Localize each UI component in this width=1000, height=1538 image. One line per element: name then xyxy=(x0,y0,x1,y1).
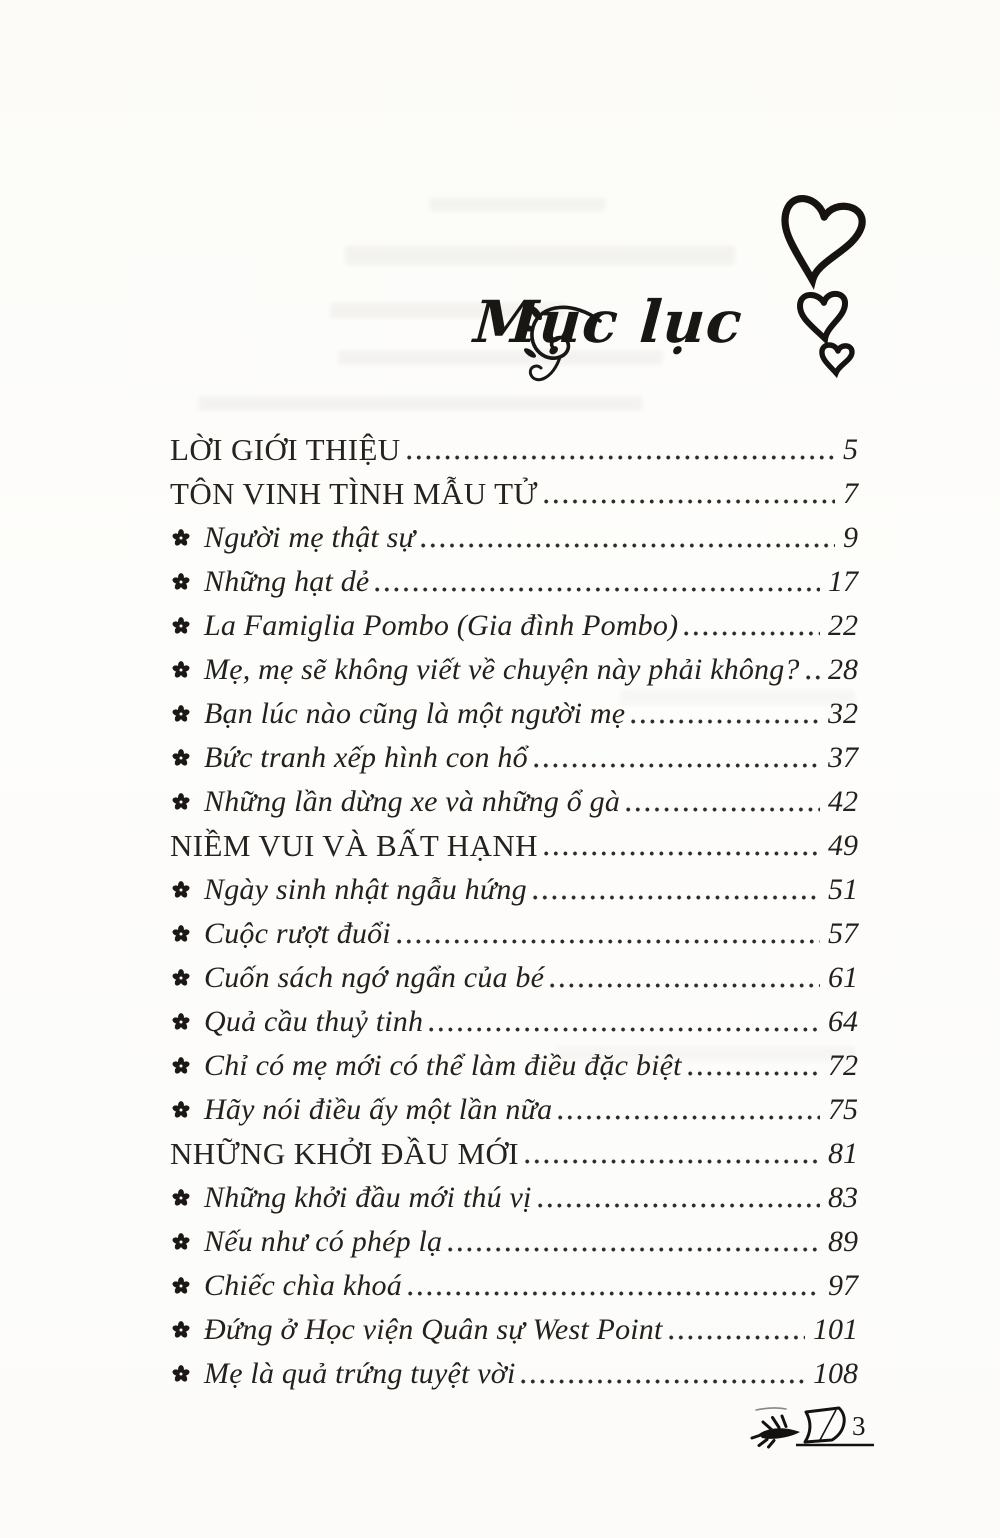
toc-entry-page: 75 xyxy=(828,1093,858,1127)
toc-entry-page: 28 xyxy=(828,653,858,687)
toc-entry-page: 37 xyxy=(828,741,858,775)
dot-leader xyxy=(534,763,820,768)
toc-entry-label: Những khởi đầu mới thú vị xyxy=(204,1181,532,1215)
florette-bullet-icon xyxy=(172,749,190,767)
toc-entry-label: Quả cầu thuỷ tinh xyxy=(204,1005,424,1039)
bleed-through-smudge xyxy=(345,246,735,265)
florette-bullet-icon xyxy=(172,617,190,635)
bleed-through-smudge xyxy=(430,198,605,211)
dot-leader xyxy=(806,675,820,680)
toc-entry-label: LỜI GIỚI THIỆU xyxy=(170,432,401,468)
toc-entry[interactable] xyxy=(170,600,858,644)
toc-entry[interactable] xyxy=(170,1304,858,1348)
toc-entry-label: Hãy nói điều ấy một lần nữa xyxy=(204,1093,553,1127)
toc-entry-page: 57 xyxy=(828,917,858,951)
toc-entry[interactable] xyxy=(170,996,858,1040)
toc-entry[interactable] xyxy=(170,1216,858,1260)
toc-entry-label: Cuộc rượt đuổi xyxy=(204,917,391,951)
toc-entry-page: 9 xyxy=(843,521,858,555)
dot-leader xyxy=(631,719,820,724)
dot-leader xyxy=(533,895,820,900)
toc-entry-page: 89 xyxy=(828,1225,858,1259)
dot-leader xyxy=(544,499,835,504)
toc-entry-page: 83 xyxy=(828,1181,858,1215)
toc-entry-label: Ngày sinh nhật ngẫu hứng xyxy=(204,873,527,907)
dot-leader xyxy=(375,587,820,592)
toc-entry[interactable] xyxy=(170,688,858,732)
florette-bullet-icon xyxy=(172,1277,190,1295)
dot-leader xyxy=(525,1159,820,1164)
florette-bullet-icon xyxy=(172,1101,190,1119)
toc-entry[interactable] xyxy=(170,820,858,864)
toc-entry[interactable] xyxy=(170,512,858,556)
florette-bullet-icon xyxy=(172,1233,190,1251)
toc-entry-page: 7 xyxy=(843,477,858,511)
toc-entry-label: La Famiglia Pombo (Gia đình Pombo) xyxy=(204,609,679,643)
toc-entry-label: Bức tranh xếp hình con hổ xyxy=(204,741,528,775)
toc-entry-page: 64 xyxy=(828,1005,858,1039)
florette-bullet-icon xyxy=(172,1013,190,1031)
dot-leader xyxy=(538,1203,820,1208)
toc-entry-page: 108 xyxy=(813,1357,858,1391)
toc-entry[interactable] xyxy=(170,1260,858,1304)
florette-bullet-icon xyxy=(172,881,190,899)
florette-bullet-icon xyxy=(172,661,190,679)
florette-bullet-icon xyxy=(172,529,190,547)
dot-leader xyxy=(669,1335,805,1340)
toc-entry-label: TÔN VINH TÌNH MẪU TỬ xyxy=(170,476,538,512)
florette-bullet-icon xyxy=(172,573,190,591)
dot-leader xyxy=(558,1115,820,1120)
dot-leader xyxy=(521,1379,805,1384)
toc-entry[interactable] xyxy=(170,1172,858,1216)
toc-entry-page: 72 xyxy=(828,1049,858,1083)
florette-bullet-icon xyxy=(172,1189,190,1207)
bleed-through-smudge xyxy=(198,396,643,411)
toc-entry[interactable] xyxy=(170,732,858,776)
florette-bullet-icon xyxy=(172,705,190,723)
florette-bullet-icon xyxy=(172,1365,190,1383)
folio-page-number: 3 xyxy=(852,1411,867,1441)
dot-leader xyxy=(684,631,820,636)
hearts-icon xyxy=(772,190,874,384)
toc-entry-label: Chỉ có mẹ mới có thể làm điều đặc biệt xyxy=(204,1049,682,1083)
florette-bullet-icon xyxy=(172,969,190,987)
toc-list xyxy=(170,424,858,1392)
dot-leader xyxy=(448,1247,820,1252)
toc-entry-label: Bạn lúc nào cũng là một người mẹ xyxy=(204,697,626,731)
dot-leader xyxy=(550,983,820,988)
toc-entry-page: 61 xyxy=(828,961,858,995)
toc-entry-page: 32 xyxy=(828,697,858,731)
toc-entry[interactable] xyxy=(170,1128,858,1172)
florette-bullet-icon xyxy=(172,1321,190,1339)
toc-entry[interactable] xyxy=(170,644,858,688)
toc-entry[interactable] xyxy=(170,468,858,512)
dot-leader xyxy=(544,851,820,856)
toc-entry-page: 51 xyxy=(828,873,858,907)
dot-leader xyxy=(407,455,835,460)
florette-bullet-icon xyxy=(172,793,190,811)
toc-entry[interactable] xyxy=(170,424,858,468)
florette-bullet-icon xyxy=(172,925,190,943)
page-title: Mục lục xyxy=(471,288,745,356)
toc-entry[interactable] xyxy=(170,1348,858,1392)
toc-entry-label: Nếu như có phép lạ xyxy=(204,1225,443,1259)
toc-entry-page: 22 xyxy=(828,609,858,643)
dot-leader xyxy=(408,1291,820,1296)
toc-entry[interactable] xyxy=(170,776,858,820)
dot-leader xyxy=(421,543,835,548)
toc-entry-label: Người mẹ thật sự xyxy=(204,521,416,555)
toc-entry-label: NHỮNG KHỞI ĐẦU MỚI xyxy=(170,1136,519,1172)
toc-entry[interactable] xyxy=(170,952,858,996)
toc-entry-page: 5 xyxy=(843,433,858,467)
toc-entry-label: Những lần dừng xe và những ổ gà xyxy=(204,785,621,819)
toc-entry-page: 101 xyxy=(813,1313,858,1347)
dot-leader xyxy=(688,1071,820,1076)
toc-entry-page: 49 xyxy=(828,829,858,863)
toc-entry-label: Mẹ, mẹ sẽ không viết về chuyện này phải không? xyxy=(204,653,800,687)
toc-entry[interactable] xyxy=(170,908,858,952)
dot-leader xyxy=(397,939,820,944)
florette-bullet-icon xyxy=(172,1057,190,1075)
toc-entry[interactable] xyxy=(170,1040,858,1084)
toc-entry-page: 42 xyxy=(828,785,858,819)
toc-entry-page: 81 xyxy=(828,1137,858,1171)
toc-entry-label: Cuốn sách ngớ ngẩn của bé xyxy=(204,961,545,995)
toc-entry-label: Đứng ở Học viện Quân sự West Point xyxy=(204,1313,663,1347)
toc-entry-label: Mẹ là quả trứng tuyệt vời xyxy=(204,1357,516,1391)
toc-entry-label: NIỀM VUI VÀ BẤT HẠNH xyxy=(170,828,538,864)
dot-leader xyxy=(429,1027,820,1032)
toc-entry[interactable] xyxy=(170,864,858,908)
toc-entry[interactable] xyxy=(170,1084,858,1128)
toc-entry[interactable] xyxy=(170,556,858,600)
toc-entry-label: Chiếc chìa khoá xyxy=(204,1269,402,1303)
toc-entry-page: 17 xyxy=(828,565,858,599)
toc-entry-label: Những hạt dẻ xyxy=(204,565,370,599)
toc-entry-page: 97 xyxy=(828,1269,858,1303)
dot-leader xyxy=(626,807,820,812)
